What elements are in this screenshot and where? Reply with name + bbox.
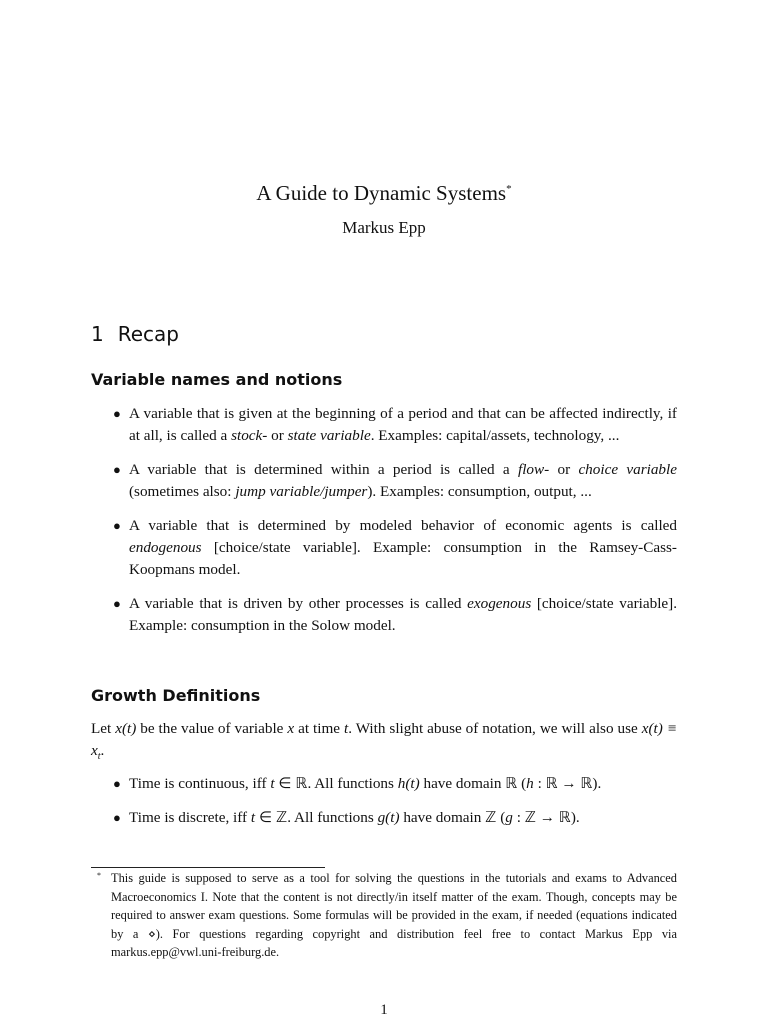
emph: flow (517, 461, 545, 478)
variable-notions-list (113, 403, 677, 637)
section-heading (91, 322, 179, 346)
section-number: 1 (91, 322, 104, 346)
text: A variable that is driven by other processes is called (129, 595, 468, 612)
bullet-icon: ● (113, 776, 121, 791)
text: . (100, 742, 105, 759)
math: h(t) (397, 775, 420, 792)
text: Time is discrete, iff (129, 809, 251, 826)
text: A variable that is determined within a period is called a (129, 461, 518, 478)
bullet-icon: ● (113, 596, 121, 611)
bullet-icon: ● (113, 810, 121, 825)
math: x (287, 720, 295, 737)
emph: stock (231, 427, 263, 444)
text: at time (294, 720, 344, 737)
math: t (270, 775, 275, 792)
text: [choice/state variable]. Example: consumption in the Solow model. (129, 595, 678, 634)
text: (sometimes also: (129, 483, 236, 500)
subsection-heading-growth-definitions: Growth Definitions (91, 686, 261, 705)
emph: jump variable/jumper (235, 483, 368, 500)
page-number: 1 (380, 1002, 388, 1018)
section-title: Recap (117, 322, 179, 346)
text: - or (262, 427, 288, 444)
text: . With slight abuse of notation, we will also use (348, 720, 642, 737)
math-subscript: t (97, 751, 101, 763)
text: [choice/state variable]. Example: consumption in the Ramsey-Cass-Koopmans model. (129, 539, 677, 578)
time-definitions-list (113, 773, 677, 829)
text: . Examples: capital/assets, technology, ... (370, 427, 620, 444)
text: ∈ ℤ. All functions (255, 809, 378, 826)
math: x(t) (115, 720, 137, 737)
growth-intro-paragraph (91, 718, 677, 768)
text: Time is continuous, iff (129, 775, 271, 792)
text: A variable that is given at the beginning of a period and that can be affected indirectly, if at all, is called a (129, 405, 677, 444)
list-item (113, 459, 677, 503)
math: g(t) (377, 809, 400, 826)
emph: exogenous (467, 595, 532, 612)
list-item (113, 403, 677, 447)
text: ∈ ℝ. All functions (274, 775, 398, 792)
text: ). Examples: consumption, output, ... (367, 483, 592, 500)
text: : ℝ → ℝ). (533, 775, 602, 792)
list-item (113, 593, 677, 637)
bullet-icon: ● (113, 518, 121, 533)
title-footnote-mark: * (506, 183, 512, 195)
text: A variable that is determined by modeled behavior of economic agents is called (129, 517, 677, 534)
subsection-heading-variable-names: Variable names and notions (91, 370, 343, 389)
footnote-rule (91, 867, 325, 868)
math: g (505, 809, 513, 826)
footnote-mark: * (97, 871, 101, 880)
author: Markus Epp (342, 218, 426, 237)
text: be the value of variable (136, 720, 288, 737)
footnote-text: This guide is supposed to serve as a tool for solving the questions in the tutorials and exams to Advanced Macroeconomics I. Note that the content is not directly/in itself matter of the exam. Though, concepts may be required to answer exam questions. Some formulas will be provided in the exam, if needed (equations indicated by a ⋄). For questions regarding copyright and distribution feel free to contact Markus Epp via markus.epp@vwl.uni-freiburg.de. (111, 871, 677, 960)
footnote (97, 869, 677, 962)
math: x(t) ≡ x (91, 720, 677, 759)
math: t (343, 720, 349, 737)
list-item (113, 515, 677, 581)
math: h (526, 775, 534, 792)
paper-title (0, 181, 768, 206)
list-item (113, 773, 677, 795)
bullet-icon: ● (113, 406, 121, 421)
title-text: A Guide to Dynamic Systems (256, 181, 507, 205)
text: have domain ℤ ( (399, 809, 506, 826)
math: t (250, 809, 256, 826)
text: : ℤ → ℝ). (512, 809, 580, 826)
list-item (113, 807, 677, 829)
text: have domain ℝ ( (419, 775, 527, 792)
text: Let (91, 720, 116, 737)
emph: state variable (287, 427, 371, 444)
emph: choice variable (578, 461, 677, 478)
emph: endogenous (129, 539, 202, 556)
bullet-icon: ● (113, 462, 121, 477)
text: - or (544, 461, 579, 478)
